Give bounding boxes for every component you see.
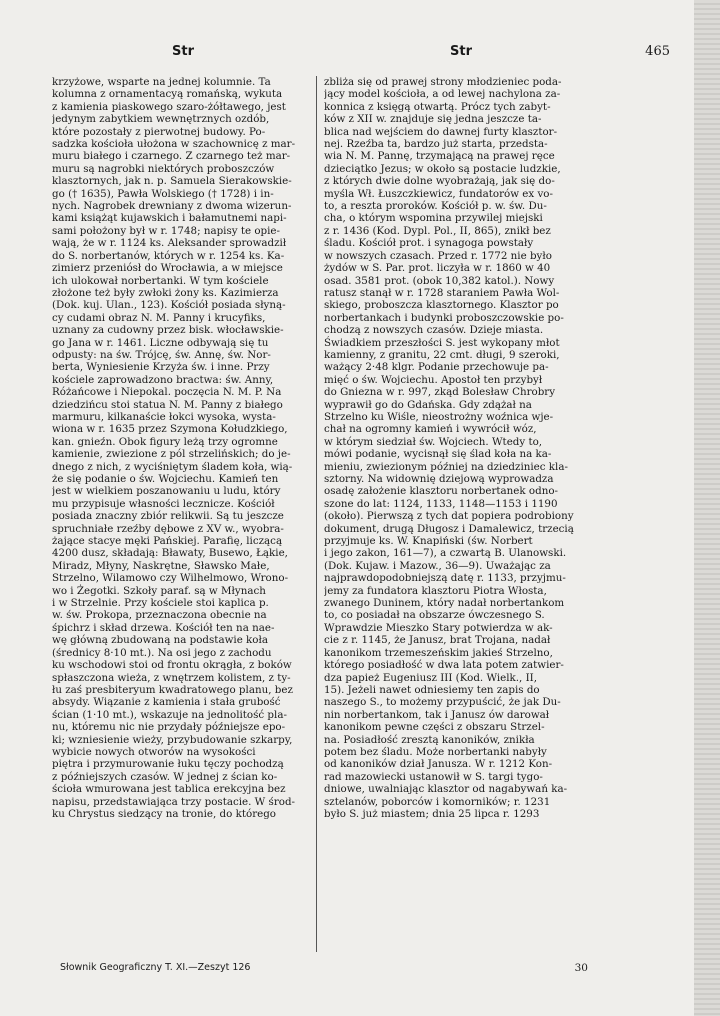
text-line: Strzelno ku Wiśle, nieostrożny woźnica wje- (324, 410, 554, 423)
text-line: osadę założenie klasztoru norbertanek odno- (324, 485, 559, 498)
text-line: berta, Wyniesienie Krzyża św. i inne. Przy (52, 361, 270, 374)
text-line: mu przypisuje własności lecznicze. Kościół (52, 497, 275, 510)
text-line: Wprawdzie Mieszko Stary potwierdza w ak- (324, 621, 553, 634)
text-line: spłaszczona wieża, z wnętrzem kolistem, z ty- (52, 671, 291, 684)
text-line: nej. Rzeźba ta, bardzo już starta, przedsta- (324, 138, 548, 151)
text-line: skiego, proboszcza klasztornego. Klasztor po (324, 299, 559, 312)
text-line: klasztornych, jak n. p. Samuela Sierakowskie- (52, 175, 292, 188)
text-line: dnego z nich, z wyciśniętym śladem koła, wią- (52, 460, 293, 473)
text-line: 15). Jeżeli nawet odniesiemy ten zapis do (324, 683, 540, 696)
text-line: nych. Nagrobek drewniany z dwoma wizerun- (52, 200, 292, 213)
text-line: sami położony był w r. 1748; napisy te opie- (52, 224, 281, 237)
text-line: kamienny, z granitu, 22 cmt. długi, 9 szeroki, (324, 348, 560, 361)
text-line: żające stacye męki Pańskiej. Parafię, liczącą (52, 535, 283, 548)
text-line: to, co posiadał na obszarze ówczesnego S. (324, 609, 545, 622)
text-line: piętra i przymurowanie łuku tęczy pochodzą (52, 758, 284, 771)
text-line: potem bez śladu. Może norbertanki nabyły (324, 745, 547, 758)
text-line: zimierz przeniósł do Wrocławia, a w miejsce (52, 262, 283, 275)
text-line: którego posiadłość w dwa lata potem zatwier- (324, 659, 564, 672)
right-column (324, 76, 594, 956)
text-line: wybicie nowych otworów na wysokości (52, 745, 256, 758)
text-line: od kanoników dział Janusza. W r. 1212 Kon- (324, 758, 553, 771)
text-line: chodzą z nowszych czasów. Dzieje miasta. (324, 324, 544, 337)
left-column (52, 76, 317, 956)
text-line: ków z XII w. znajduje się jedna jeszcze ta- (324, 113, 542, 126)
text-line: sztorny. Na widownię dziejową wyprowadza (324, 473, 554, 485)
header-left-word: Str (172, 44, 194, 59)
text-line: Świadkiem przeszłości S. jest wykopany młot (324, 336, 560, 349)
text-line: było S. już miastem; dnia 25 lipca r. 1293 (324, 807, 540, 820)
page-edge-shadow (694, 0, 720, 1016)
text-line: konnica z księgą otwartą. Prócz tych zabyt- (324, 100, 551, 113)
text-line: Różańcowe i Niepokal. poczęcia N. M. P. Na (52, 386, 282, 399)
text-line: ich ulokował norbertanki. W tym kościele (52, 274, 269, 287)
text-line: muru są nagrobki niektórych proboszczów (52, 162, 275, 175)
text-line: jemy za fundatora klasztoru Piotra Włosta, (324, 584, 547, 597)
text-line: sadzka kościoła ułożona w szachownicę z mar- (52, 138, 296, 151)
text-line: że się podanie o św. Wojciechu. Kamień ten (52, 473, 279, 485)
text-line: Strzelno, Wilamowo czy Wilhelmowo, Wrono- (52, 572, 289, 585)
text-line: które pozostały z pierwotnej budowy. Po- (52, 125, 266, 138)
text-line: jedynym zabytkiem wewnętrznych ozdób, (52, 113, 270, 126)
text-line: myśla Wł. Łuszczkiewicz, fundatorów ex vo- (324, 187, 553, 200)
text-line: wiona w r. 1635 przez Szymona Kołudzkiego, (52, 423, 288, 436)
text-line: nu, któremu nic nie przydały późniejsze epo- (52, 721, 286, 734)
text-line: ważący 2·48 klgr. Podanie przechowuje pa- (324, 361, 549, 374)
text-line: norbertankach i budynki proboszczowskie po- (324, 311, 564, 324)
text-line: krzyżowe, wsparte na jednej kolumnie. Ta (52, 76, 271, 88)
text-line: napisu, przedstawiająca trzy postacie. W środ- (52, 795, 296, 808)
text-line: i w Strzelnie. Przy kościele stoi kaplica p. (52, 597, 269, 610)
text-line: marmuru, kilkanaście łokci wysoka, wysta- (52, 410, 276, 423)
text-line: ścian (1·10 mt.), wskazuje na jednolitość pla- (52, 708, 287, 721)
text-line: (Dok. Kujaw. i Mazow., 36—9). Uważając za (324, 559, 551, 572)
text-line: 4200 dusz, składają: Bławaty, Busewo, Łąkie, (52, 547, 288, 560)
text-line: najprawdopodobniejszą datę r. 1133, przyjmu- (324, 572, 566, 585)
text-line: z późniejszych czasów. W jednej z ścian ko- (52, 770, 278, 783)
text-line: wo i Żegotki. Szkoły paraf. są w Młynach (52, 584, 266, 597)
text-line: blica nad wejściem do dawnej furty klasztor- (324, 125, 558, 138)
text-line: osad. 3581 prot. (obok 10,382 katol.). Nowy (324, 274, 555, 287)
text-line: śladu. Kościół prot. i synagoga powstały (324, 237, 534, 250)
text-line: kolumna z ornamentacyą romańską, wykuta (52, 88, 283, 101)
footer-signature: 30 (574, 962, 588, 974)
page-number: 465 (645, 44, 670, 59)
column-divider (316, 76, 317, 952)
text-line: przyjmuje ks. W. Knapiński (św. Norbert (324, 535, 533, 548)
text-line: w nowszych czasach. Przed r. 1772 nie było (324, 249, 552, 262)
text-line: dziedzińcu stoi statua N. M. Panny z białego (52, 398, 283, 411)
text-line: ku Chrystus siedzący na tronie, do którego (52, 807, 277, 820)
text-line: go Jana w r. 1461. Liczne odbywają się tu (52, 336, 269, 349)
text-line: rad mazowiecki ustanowił w S. targi tygo- (324, 770, 543, 783)
text-line: z kamienia piaskowego szaro-żółtawego, jest (52, 100, 286, 113)
text-line: w którym siedział św. Wojciech. Wtedy to, (324, 435, 543, 448)
text-line: szone do lat: 1124, 1133, 1148—1153 i 1190 (324, 497, 558, 510)
text-line: chał na ogromny kamień i wywrócił wóz, (324, 423, 537, 436)
text-line: muru białego i czarnego. Z czarnego też mar- (52, 150, 291, 163)
text-line: i jego zakon, 161—7), a czwartą B. Ulanowski. (324, 547, 567, 560)
header-center-word: Str (450, 44, 472, 59)
text-line: odpusty: na św. Trójcę, św. Annę, św. Nor- (52, 348, 271, 361)
text-line: absydy. Wiązanie z kamienia i stała grubość (52, 696, 281, 709)
text-line: dniowe, uwalniając klasztor od nagabywań ka- (324, 783, 568, 796)
text-line: z których dwie dolne wyobrażają, jak się do- (324, 175, 555, 188)
text-line: mięć o św. Wojciechu. Apostoł ten przybył (324, 373, 543, 386)
text-line: kanonikom pewne części z obszaru Strzel- (324, 721, 545, 734)
text-line: do Gniezna w r. 997, zkąd Bolesław Chrobry (324, 386, 556, 399)
text-line: śpichrz i skład drzewa. Kościół ten na nae- (52, 621, 275, 634)
text-line: z r. 1436 (Kod. Dypl. Pol., II, 865), znikł bez (324, 224, 551, 237)
text-line: na. Posiadłość zresztą kanoników, znikła (324, 733, 535, 746)
text-line: mówi podanie, wycisnął się ślad koła na ka- (324, 448, 552, 461)
text-line: kami książąt kujawskich i bałamutnemi napi- (52, 212, 287, 225)
text-line: dza papież Eugeniusz III (Kod. Wielk., II, (324, 671, 538, 684)
text-line: (średnicy 8·10 mt.). Na osi jego z zachodu (52, 646, 272, 659)
text-line: Miradz, Młyny, Naskrętne, Sławsko Małe, (52, 559, 270, 572)
text-line: (Dok. kuj. Ulan., 123). Kościół posiada słyną- (52, 299, 286, 312)
text-line: (około). Pierwszą z tych dat popiera podrobiony (324, 510, 574, 523)
text-line: jący model kościoła, a od lewej nachylona za- (324, 88, 561, 101)
text-line: wyprawił go do Gdańska. Gdy zdążał na (324, 398, 532, 411)
footer-title: Słownik Geograficzny T. XI.—Zeszyt 126 (60, 962, 251, 973)
text-line: mieniu, zwiezionym później na dziedziniec kla- (324, 460, 568, 473)
footer (60, 962, 620, 978)
running-header (60, 44, 670, 64)
text-line: kościele zaprowadzono bractwa: św. Anny, (52, 373, 274, 386)
text-line: złożone też były zwłoki żony ks. Kazimierza (52, 286, 279, 299)
text-line: nin norbertankom, tak i Janusz ów darował (324, 708, 550, 721)
text-line: sztelanów, poborców i komorników; r. 1231 (324, 795, 551, 808)
text-line: łu zaś presbiteryum kwadratowego planu, bez (52, 683, 293, 696)
text-line: wę główną zbudowaną na podstawie koła (52, 634, 268, 647)
text-line: dokument, drugą Długosz i Damalewicz, trzecią (324, 522, 574, 535)
text-line: ku wschodowi stoi od frontu okrągła, z boków (52, 659, 292, 672)
text-line: cha, o którym wspomina przywilej miejski (324, 212, 543, 225)
text-line: dzieciątko Jezus; w około są postacie ludzkie, (324, 162, 561, 175)
text-line: ratusz stanął w r. 1728 staraniem Pawła Wol- (324, 286, 560, 299)
text-line: żydów w S. Par. prot. liczyła w r. 1860 w 40 (324, 262, 551, 275)
text-line: ścioła wmurowana jest tablica erekcyjna bez (52, 783, 286, 796)
text-line: kamienie, zwiezione z pól strzelińskich; do je- (52, 448, 291, 461)
text-line: zbliża się od prawej strony młodzieniec poda- (324, 76, 562, 88)
text-line: to, a reszta proroków. Kościół p. w. św. Du- (324, 200, 547, 213)
text-line: ki; wzniesienie wieży, przybudowanie szkarpy, (52, 733, 293, 746)
text-line: wia N. M. Pannę, trzymającą na prawej ręce (324, 150, 555, 163)
text-line: wają, że w r. 1124 ks. Aleksander sprowadził (52, 237, 287, 250)
text-line: uznany za cudowny przez bisk. włocławskie- (52, 324, 284, 337)
text-line: kan. gnieźn. Obok figury leżą trzy ogromne (52, 435, 278, 448)
text-line: posiada znaczny zbiór relikwii. Są tu jeszcze (52, 510, 284, 523)
text-line: w. św. Prokopa, przeznaczona obecnie na (52, 609, 267, 622)
text-line: do S. norbertanów, których w r. 1254 ks. Ka- (52, 249, 285, 262)
text-line: spruchniałe rzeźby dębowe z XV w., wyobra- (52, 522, 284, 535)
text-line: jest w wielkiem poszanowaniu u ludu, który (52, 485, 281, 498)
text-line: cie z r. 1145, że Janusz, brat Trojana, nadał (324, 634, 551, 647)
text-line: zwanego Duninem, który nadał norbertankom (324, 597, 565, 610)
text-line: go († 1635), Pawła Wolskiego († 1728) i in- (52, 187, 274, 200)
text-line: naszego S., to możemy przypuścić, że jak Du- (324, 696, 561, 709)
text-line: cy cudami obraz N. M. Panny i krucyfiks, (52, 311, 266, 324)
text-line: kanonikom trzemeszeńskim jakieś Strzelno, (324, 646, 553, 659)
